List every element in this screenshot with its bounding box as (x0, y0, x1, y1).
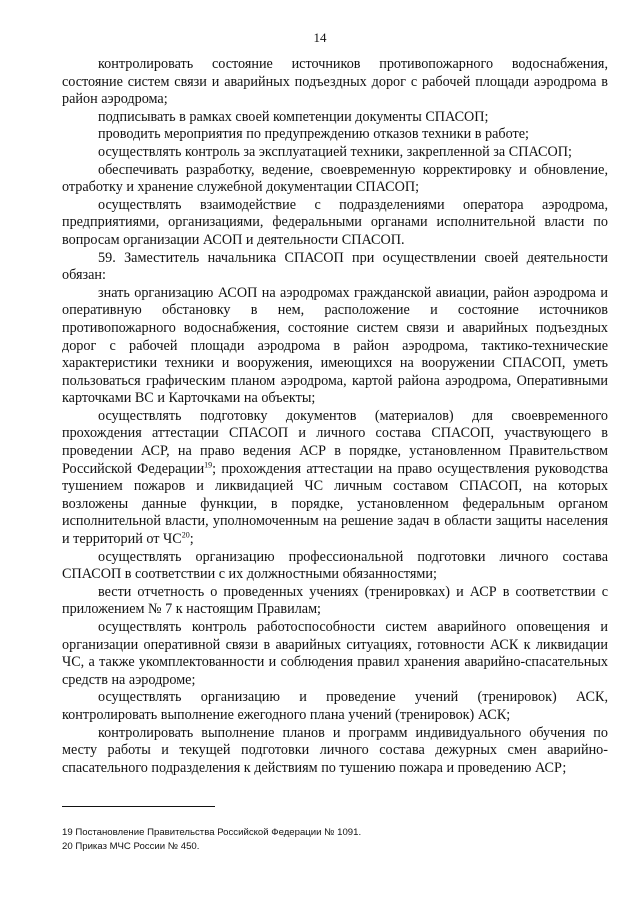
paragraph: проводить мероприятия по предупреждению отказов техники в работе; (98, 126, 529, 143)
paragraph: знать организацию АСОП на аэродромах гражданской авиации, район аэродрома и оперативную обстановку в нем, расположение и состояние источников противопожарного водоснабжения, состояние систем связи и аварийных подъездных дорог с рабочей площади аэродрома в район аэродрома, тактико-технические характеристики техники и вооружения, имеющихся на вооружении СПАСОП, уметь пользоваться графическим планом аэродрома, картой района аэродрома, Оперативными карточками ВС и Карточками на объекты; (62, 284, 608, 407)
paragraph: осуществлять контроль работоспособности систем аварийного оповещения и организации оперативной связи в аварийных ситуациях, готовности АСК к ликвидации ЧС, а также укомплектованности и соблюдения правил хранения аварийно-спасательных средств на аэродроме; (62, 619, 608, 688)
paragraph: контролировать состояние источников противопожарного водоснабжения, состояние систем связи и аварийных подъездных дорог с рабочей площади аэродрома в район аэродрома; (62, 56, 608, 108)
paragraph: осуществлять контроль за эксплуатацией техники, закрепленной за СПАСОП; (98, 143, 572, 160)
paragraph: осуществлять организацию профессиональной подготовки личного состава СПАСОП в соответствии с их должностными обязанностями; (62, 548, 608, 583)
paragraph-with-footnote-refs (62, 408, 608, 549)
paragraph-text-part: осуществлять подготовку документов (материалов) для своевременного прохождения аттестации СПАСОП и личного состава СПАСОП, участвующего в проведении АСР, на право ведения АСР в порядке, установленном Правительством Российской Федерации (62, 407, 608, 477)
paragraph: осуществлять взаимодействие с подразделениями оператора аэродрома, предприятиями, организациями, федеральными органами исполнительной власти по вопросам организации АСОП и деятельности СПАСОП. (62, 196, 608, 248)
footnote: 19 Постановление Правительства Российской Федерации № 1091. (62, 827, 362, 838)
paragraph: контролировать выполнение планов и программ индивидуального обучения по месту работы и текущей подготовки личного состава дежурных смен аварийно-спасательного подразделения к действиям по тушению пожара и проведению АСР; (62, 724, 608, 776)
body-text (62, 56, 608, 777)
paragraph-text-part: ; прохождения аттестации на право осуществления руководства тушением пожаров и ликвидацией ЧС личным составом СПАСОП, на которых возложены данные функции, в порядке, установленном федеральным органом исполнительной власти, уполномоченным на решение задач в области защиты населения и территорий от ЧС (62, 460, 609, 548)
paragraph-text-part: ; (189, 531, 194, 548)
page-number: 14 (313, 30, 327, 45)
paragraph: 59. Заместитель начальника СПАСОП при осуществлении своей деятельности обязан: (62, 249, 608, 284)
footnotes (62, 826, 608, 854)
paragraph: осуществлять организацию и проведение учений (тренировок) АСК, контролировать выполнение ежегодного плана учений (тренировок) АСК; (62, 689, 608, 723)
footnote: 20 Приказ МЧС России № 450. (62, 841, 200, 852)
paragraph: подписывать в рамках своей компетенции документы СПАСОП; (98, 108, 489, 125)
paragraph: обеспечивать разработку, ведение, своевременную корректировку и обновление, отработку и хранение служебной документации СПАСОП; (62, 161, 608, 196)
footnote-separator (62, 806, 215, 807)
paragraph: вести отчетность о проведенных учениях (тренировках) и АСР в соответствии с приложением № 7 к настоящим Правилам; (62, 583, 608, 618)
footnote-ref[interactable]: 20 (181, 530, 190, 540)
footnote-ref[interactable]: 19 (204, 459, 213, 469)
